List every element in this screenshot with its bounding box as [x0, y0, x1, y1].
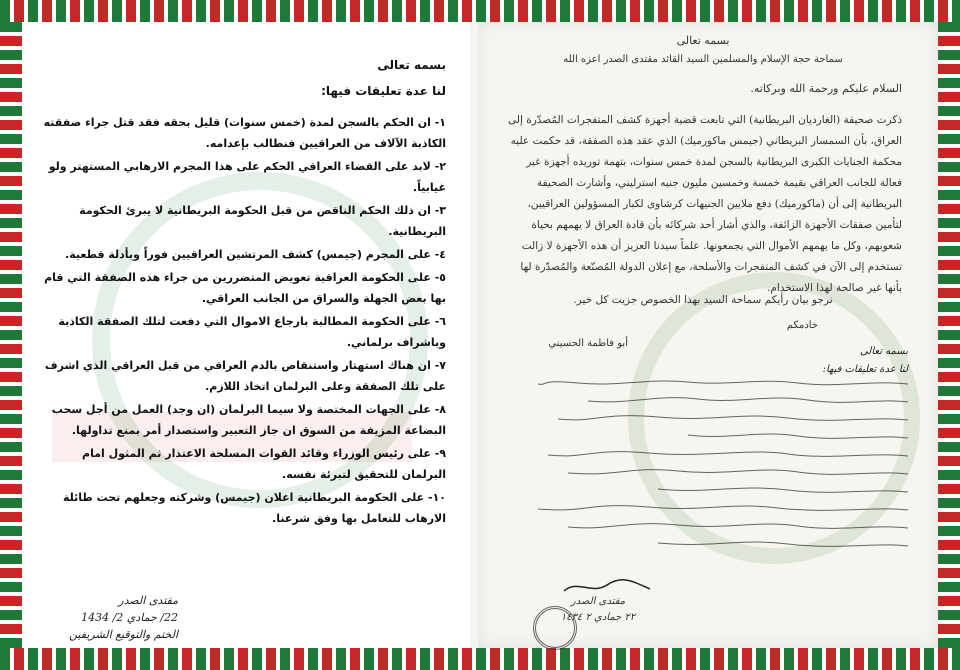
comment-item: ٤- على المجرم (جيمس) كشف المرتشين العراقيين فوراً وبأدلة قطعية.: [65, 248, 446, 261]
letter-signer: أبو فاطمة الحسيني: [548, 338, 628, 349]
handwritten-basmala: بسمه تعالى: [859, 346, 908, 357]
comment-item: ٩- على رئيس الوزراء وقائد القوات المسلحة الاعتذار ثم المثول امام البرلمان للتحقيق لتبرئة نفسه.: [82, 447, 446, 481]
comment-item: ٣- ان ذلك الحكم الناقص من قبل الحكومة البريطانية لا يبرئ الحكومة البريطانية.: [79, 204, 446, 238]
handwritten-signer-name: مقتدى الصدر: [570, 596, 626, 607]
letter-basmala: بسمه تعالى: [676, 34, 730, 47]
basmala-heading: بسمه تعالى: [377, 58, 446, 72]
handwritten-date: ٢٢ جمادي ٢ ١٤٣٤: [560, 612, 636, 623]
decorative-border-left: [0, 22, 22, 648]
decorative-border-bottom: [0, 648, 960, 670]
seal-stamp-icon: [533, 606, 577, 650]
signature-block: [48, 592, 178, 643]
comment-item: ٧- ان هناك استهتار واستنقاص بالدم العراقي من قبل العراقي الذي اشرف على تلك الصفقة وعلى البرلمان اتخاذ اللازم.: [44, 359, 446, 393]
comment-item: ٨- على الجهات المختصة ولا سيما البرلمان (ان وجد) العمل من أجل سحب البضاعة المزيفة من السوق ان جاز التعبير واستصدار أمر بمنع تداولها.: [51, 403, 446, 437]
handwritten-reply-scribble: [538, 374, 918, 564]
letter-body: ذكرت صحيفة (الغارديان البريطانية) التي تابعت قضية أجهزة كشف المتفجرات المُصدّرة إلى العراق، بأن السمسار البريطاني (جيمس ماكورميك) الذي عقد هذه الصفقة، قد حكمت عليه محكمة الجنايات الكبرى البريطانية بالسجن لمدة خمس سنوات، بتهمة توريده أجهزة غير فعالة للجانب العراقي بقيمة خمسة وخمسين مليون جنيه استرليني، وأشارت الصحيفة البريطانية إلى أن (ماكورميك) دفع ملايين الجنيهات كرشاوى لكبار المسؤولين العراقيين، لتأمين صفقات الأجهزة الزائفة، والذي أشار أحد شركائه بأن قادة العراق لا يهمهم بحياة شعوبهم، وكل ما يهمهم الأموال التي يجمعونها. علماً سيدنا العزيز أن هذه الأجهزة لا زالت تستخدم إلى الآن في كشف المتفجرات والأسلحة، مع إعلان الدولة المُصنّعة والمُصدّرة لها بأنها غير صالحة لهذا الاستخدام.: [508, 114, 902, 294]
comments-list: [36, 112, 446, 531]
handwritten-signature-icon: [562, 577, 652, 597]
comment-item: ٦- على الحكومة المطالبة بارجاع الاموال التي دفعت لتلك الصفقة الكاذبة وباشراف برلماني.: [58, 315, 446, 349]
letter-request: نرجو بيان رأيكم سماحة السيد بهذا الخصوص جزيت كل خير.: [573, 294, 833, 306]
decorative-border-right: [938, 22, 960, 648]
signature-seal-caption: الختم والتوقيع الشريفين: [69, 628, 178, 641]
handwritten-intro: لنا عدة تعليقات فيها:: [822, 364, 908, 375]
signature-date: 22/ جمادي 2/ 1434: [81, 611, 178, 624]
comment-item: ٢- لابد على القضاء العراقي الحكم على هذا المجرم الارهابي المستهتر ولو غيابياً.: [48, 160, 446, 194]
comment-item: ١٠- على الحكومة البريطانية اعلان (جيمس) وشركته وجعلهم تحت طائلة الارهاب للتعامل بها وفق شرعنا.: [62, 491, 446, 525]
letter-closing: خادمكم: [786, 320, 818, 331]
typed-statement-page: [22, 22, 470, 648]
signature-name: مقتدى الصدر: [118, 594, 178, 607]
comments-intro: لنا عدة تعليقات فيها:: [321, 84, 446, 98]
letter-address: سماحة حجة الإسلام والمسلمين السيد القائد مقتدى الصدر اعزه الله: [563, 54, 843, 65]
comment-item: ٥- على الحكومة العراقية تعويض المتضررين من جراء هذه الصفقة التي قام بها بعض الجهلة والسراق من الجانب العراقي.: [44, 271, 446, 305]
scanned-letter-page: [478, 22, 938, 648]
decorative-border-top: [0, 0, 960, 22]
comment-item: ١- ان الحكم بالسجن لمدة (خمس سنوات) قليل بحقه فقد قتل جراء صفقته الكاذبة الآلاف من العراقيين فنطالب بإعدامه.: [43, 116, 446, 150]
letter-greeting: السلام عليكم ورحمة الله وبركاته.: [750, 82, 902, 95]
